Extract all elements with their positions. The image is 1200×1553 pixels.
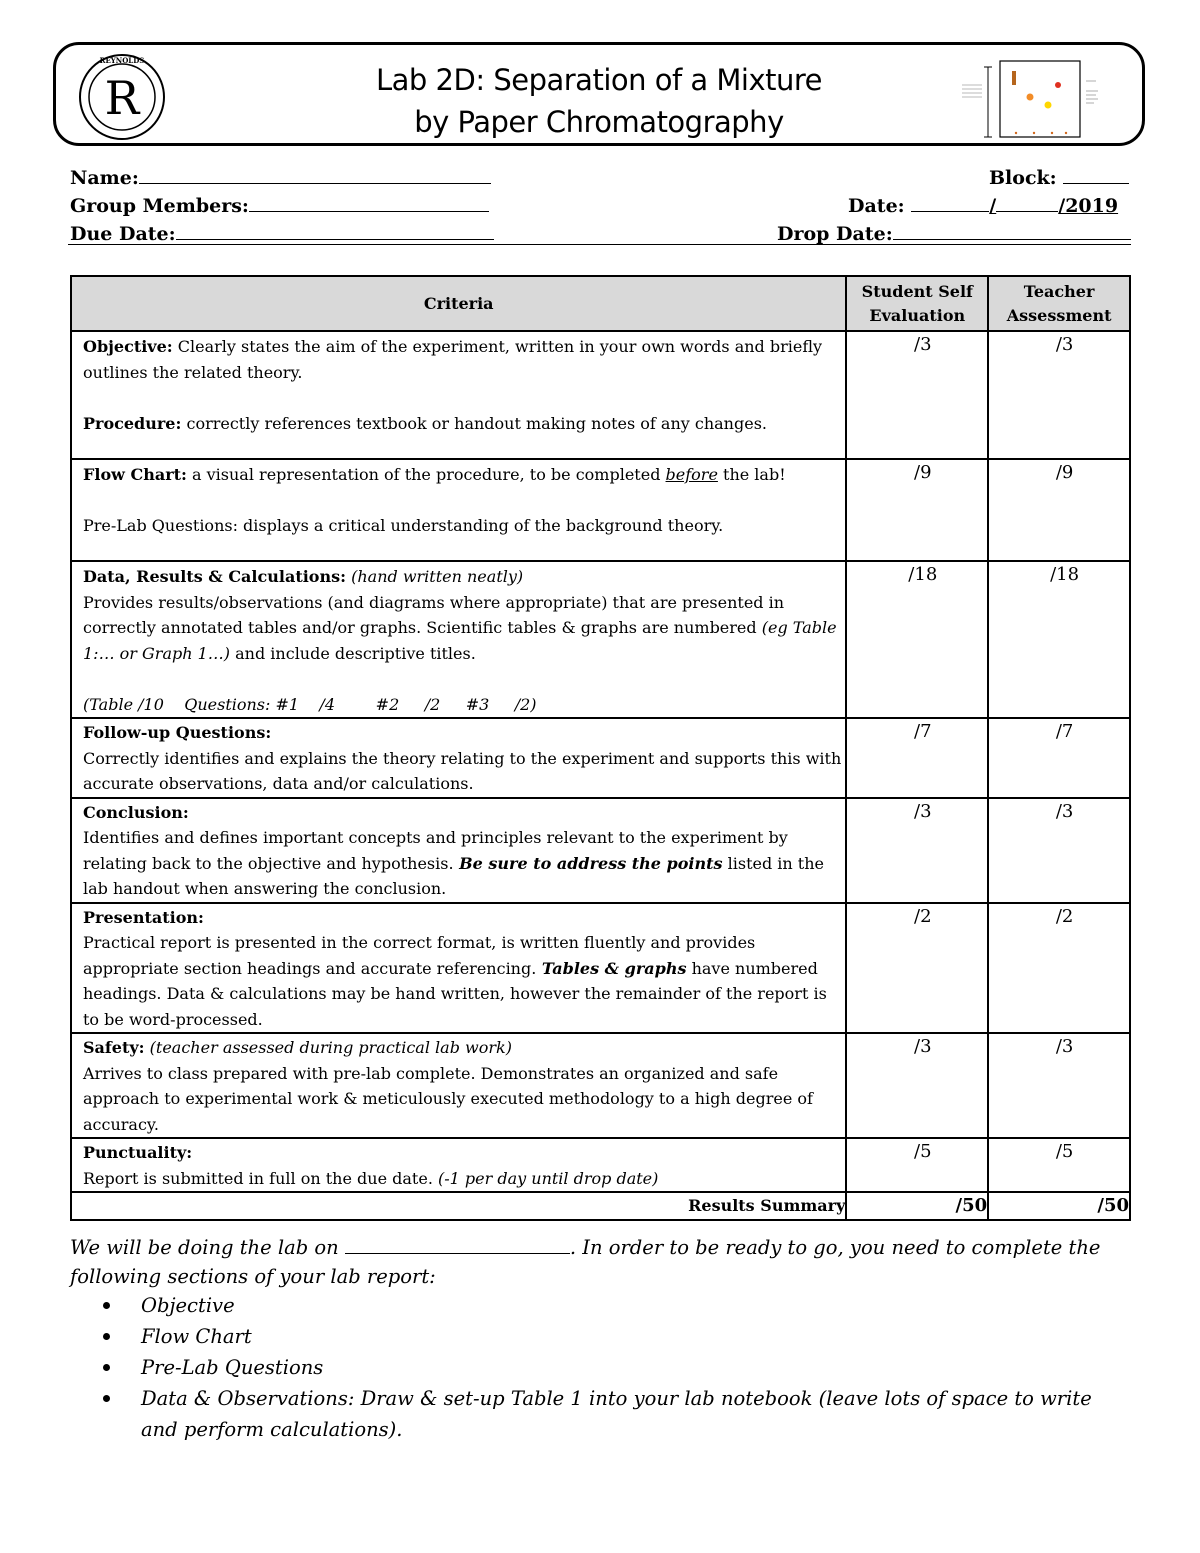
block-field[interactable] [1063, 163, 1129, 184]
teacher-header [988, 276, 1130, 331]
summary-row [71, 1192, 1130, 1220]
self-score[interactable]: /3 [846, 798, 988, 903]
date-day-field[interactable] [996, 191, 1058, 212]
date-separator: / [989, 195, 997, 217]
self-score[interactable]: /3 [846, 331, 988, 459]
group-line [70, 191, 489, 220]
criteria-cell [71, 331, 846, 459]
presentation-label: Presentation: [83, 907, 204, 927]
conclusion-label: Conclusion: [83, 802, 189, 822]
table-row [71, 459, 1130, 561]
divider [68, 244, 1131, 245]
self-score[interactable]: /5 [846, 1138, 988, 1192]
criteria-cell [71, 718, 846, 798]
presentation-emphasis: Tables & graphs [536, 958, 687, 978]
teacher-score[interactable]: /9 [988, 459, 1130, 561]
name-label: Name: [70, 167, 139, 189]
data-results-example: (eg Table 1:… or Graph 1…) [83, 618, 837, 663]
table-row [71, 718, 1130, 798]
teacher-score[interactable]: /5 [988, 1138, 1130, 1192]
criteria-cell [71, 459, 846, 561]
table-row [71, 561, 1130, 718]
bullet-icon [103, 1364, 110, 1371]
self-total[interactable]: /50 [846, 1192, 988, 1220]
date-month-field[interactable] [911, 191, 989, 212]
teacher-score[interactable]: /3 [988, 331, 1130, 459]
teacher-score[interactable]: /3 [988, 798, 1130, 903]
list-item-text: Flow Chart [141, 1325, 252, 1348]
punctuality-text: Report is submitted in full on the due date. [83, 1168, 433, 1188]
objective-text: Clearly states the aim of the experiment, written in your own words and briefly outlines the related theory. [83, 337, 823, 382]
objective-label: Objective: [83, 337, 173, 356]
safety-label: Safety: [83, 1038, 145, 1057]
teacher-score[interactable]: /2 [988, 903, 1130, 1034]
conclusion-emphasis: Be sure to address the points [453, 853, 723, 873]
flow-chart-text-end: the lab! [717, 465, 786, 484]
teacher-score[interactable]: /3 [988, 1033, 1130, 1138]
presentation-text-end: have numbered headings. Data & calculations may be hand written, however the remainder of the report is to be word-processed. [83, 958, 827, 1029]
title-line-2: by Paper Chromatography [414, 105, 784, 139]
instructions-lead: We will be doing the lab on [70, 1236, 345, 1259]
data-results-note: (hand written neatly) [346, 567, 524, 586]
block-label: Block: [989, 167, 1057, 189]
list-item [103, 1321, 1133, 1352]
punctuality-label: Punctuality: [83, 1143, 193, 1162]
self-score[interactable]: /7 [846, 718, 988, 798]
drop-label: Drop Date: [777, 223, 893, 245]
instructions-tail: . In order to be ready to go, you need to complete the following sections of your lab report: [70, 1236, 1101, 1288]
table-row [71, 1033, 1130, 1138]
seal-text: REYNOLDS [99, 56, 145, 65]
list-item-text: Data & Observations: Draw & set-up Table 1 into your lab notebook (leave lots of space to write and perform calculations). [141, 1387, 1092, 1441]
teacher-score[interactable]: /7 [988, 718, 1130, 798]
conclusion-text-end: listed in the lab handout when answering the conclusion. [83, 853, 824, 898]
date-label: Date: [848, 195, 905, 217]
self-score[interactable]: /2 [846, 903, 988, 1034]
page-title [236, 59, 962, 143]
presentation-text: Practical report is presented in the correct format, is written fluently and provides appropriate section headings and accurate referencing. [83, 933, 756, 978]
punctuality-note: (-1 per day until drop date) [432, 1168, 659, 1188]
due-label: Due Date: [70, 223, 176, 245]
flow-chart-emphasis: before [665, 465, 718, 484]
teacher-score[interactable]: /18 [988, 561, 1130, 718]
data-results-text: Provides results/observations (and diagrams where appropriate) that are presented in correctly annotated tables and/or graphs. Scientific tables & graphs are numbered [83, 592, 785, 637]
criteria-cell [71, 1033, 846, 1138]
chromatography-diagram-icon [954, 53, 1104, 141]
criteria-header: Criteria [71, 276, 846, 331]
rubric-table [70, 275, 1131, 1221]
seal-letter: R [104, 71, 140, 125]
table-row [71, 798, 1130, 903]
follow-up-text: Correctly identifies and explains the theory relating to the experiment and supports this with accurate observations, data and/or calculations. [83, 748, 842, 793]
bullet-icon [103, 1395, 110, 1402]
prelab-text: Pre-Lab Questions: displays a critical understanding of the background theory. [83, 516, 724, 535]
lab-date-field[interactable] [345, 1235, 570, 1254]
bullet-icon [103, 1333, 110, 1340]
name-line [70, 163, 491, 192]
flow-chart-text: a visual representation of the procedure, to be completed [186, 465, 666, 484]
table-row [71, 903, 1130, 1034]
school-seal-icon [78, 53, 166, 141]
title-line-1: Lab 2D: Separation of a Mixture [376, 63, 822, 97]
teacher-header-line-1: Teacher [1023, 281, 1095, 301]
due-date-field[interactable] [176, 219, 494, 240]
table-header-row [71, 276, 1130, 331]
date-line [848, 191, 1118, 220]
date-year: /2019 [1058, 195, 1119, 217]
results-summary-label: Results Summary [71, 1192, 846, 1220]
header-box [53, 42, 1145, 146]
self-eval-header [846, 276, 988, 331]
marks-breakdown: (Table /10 Questions: #1 /4 #2 /2 #3 /2) [83, 694, 537, 714]
self-header-line-1: Student Self [861, 281, 973, 301]
list-item-text: Pre-Lab Questions [141, 1356, 324, 1379]
criteria-cell [71, 561, 846, 718]
group-label: Group Members: [70, 195, 249, 217]
follow-up-label: Follow-up Questions: [83, 723, 272, 742]
criteria-cell [71, 798, 846, 903]
drop-date-field[interactable] [893, 219, 1131, 240]
data-results-text-end: and include descriptive titles. [230, 643, 476, 663]
block-line [989, 163, 1129, 192]
list-item [103, 1290, 1133, 1321]
name-field[interactable] [139, 163, 491, 184]
table-row [71, 1138, 1130, 1192]
self-score[interactable]: /9 [846, 459, 988, 561]
flow-chart-label: Flow Chart: [83, 465, 187, 484]
conclusion-text: Identifies and defines important concepts and principles relevant to the experiment by relating back to the objective and hypothesis. [83, 828, 788, 873]
self-header-line-2: Evaluation [869, 305, 966, 325]
bullet-icon [103, 1302, 110, 1309]
teacher-total[interactable]: /50 [988, 1192, 1130, 1220]
data-results-label: Data, Results & Calculations: [83, 567, 347, 586]
list-item [103, 1383, 1133, 1445]
criteria-cell [71, 1138, 846, 1192]
procedure-text: correctly references textbook or handout making notes of any changes. [181, 413, 767, 433]
self-score[interactable]: /18 [846, 561, 988, 718]
prep-list [103, 1290, 1133, 1445]
list-item-text: Objective [141, 1294, 235, 1317]
procedure-label: Procedure: [83, 413, 182, 433]
instructions-text [70, 1233, 1140, 1291]
list-item [103, 1352, 1133, 1383]
table-row [71, 331, 1130, 459]
teacher-header-line-2: Assessment [1006, 305, 1112, 325]
safety-note: (teacher assessed during practical lab work) [144, 1038, 512, 1057]
safety-text: Arrives to class prepared with pre-lab complete. Demonstrates an organized and safe approach to experimental work & meticulously executed methodology to a high degree of accuracy. [83, 1063, 813, 1134]
group-members-field[interactable] [249, 191, 489, 212]
criteria-cell [71, 903, 846, 1034]
self-score[interactable]: /3 [846, 1033, 988, 1138]
